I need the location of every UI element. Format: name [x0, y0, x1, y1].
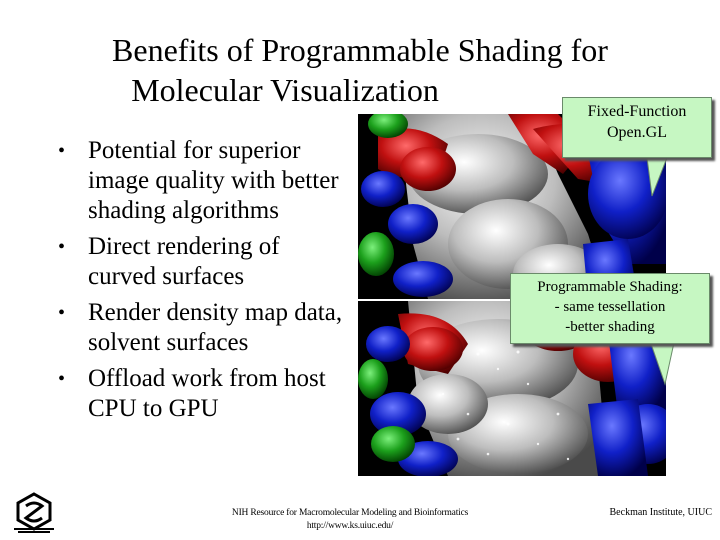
- callout-programmable-line-2: - same tessellation: [554, 299, 666, 315]
- footer-center: [190, 507, 510, 533]
- callout-programmable-line-3: -better shading: [565, 319, 655, 335]
- bullet-item: [58, 136, 348, 226]
- footer-resource-name: NIH Resource for Macromolecular Modeling and Bioinformatics: [231, 508, 469, 518]
- footer-url[interactable]: http://www.ks.uiuc.edu/: [306, 521, 394, 531]
- title-line-1: Benefits of Programmable Shading for: [112, 32, 608, 68]
- bullet-item: [58, 298, 348, 358]
- title-line-2: Molecular Visualization: [131, 72, 439, 108]
- bullet-text: Render density map data, solvent surfaces: [88, 299, 343, 356]
- bullet-marker: •: [58, 236, 66, 258]
- callout-fixed-line-1: Fixed-Function: [587, 103, 687, 120]
- callout-tail-programmable: [645, 338, 685, 388]
- bullet-text: Offload work from host CPU to GPU: [88, 365, 326, 422]
- callout-programmable-shading: [510, 273, 710, 344]
- bullet-item: [58, 232, 348, 292]
- callout-fixed-line-2: Open.GL: [607, 124, 667, 141]
- bullet-item: [58, 364, 348, 424]
- bullet-list: [58, 136, 348, 430]
- callout-fixed-function: [562, 97, 712, 158]
- bullet-marker: •: [58, 302, 66, 324]
- bullet-marker: •: [58, 368, 66, 390]
- bullet-marker: •: [58, 140, 66, 162]
- bullet-text: Potential for superior image quality with better shading algorithms: [88, 137, 339, 224]
- footer-institute: Beckman Institute, UIUC: [609, 507, 712, 518]
- beckman-logo-icon: [8, 490, 60, 534]
- callout-programmable-line-1: Programmable Shading:: [537, 279, 683, 295]
- bullet-text: Direct rendering of curved surfaces: [88, 233, 280, 290]
